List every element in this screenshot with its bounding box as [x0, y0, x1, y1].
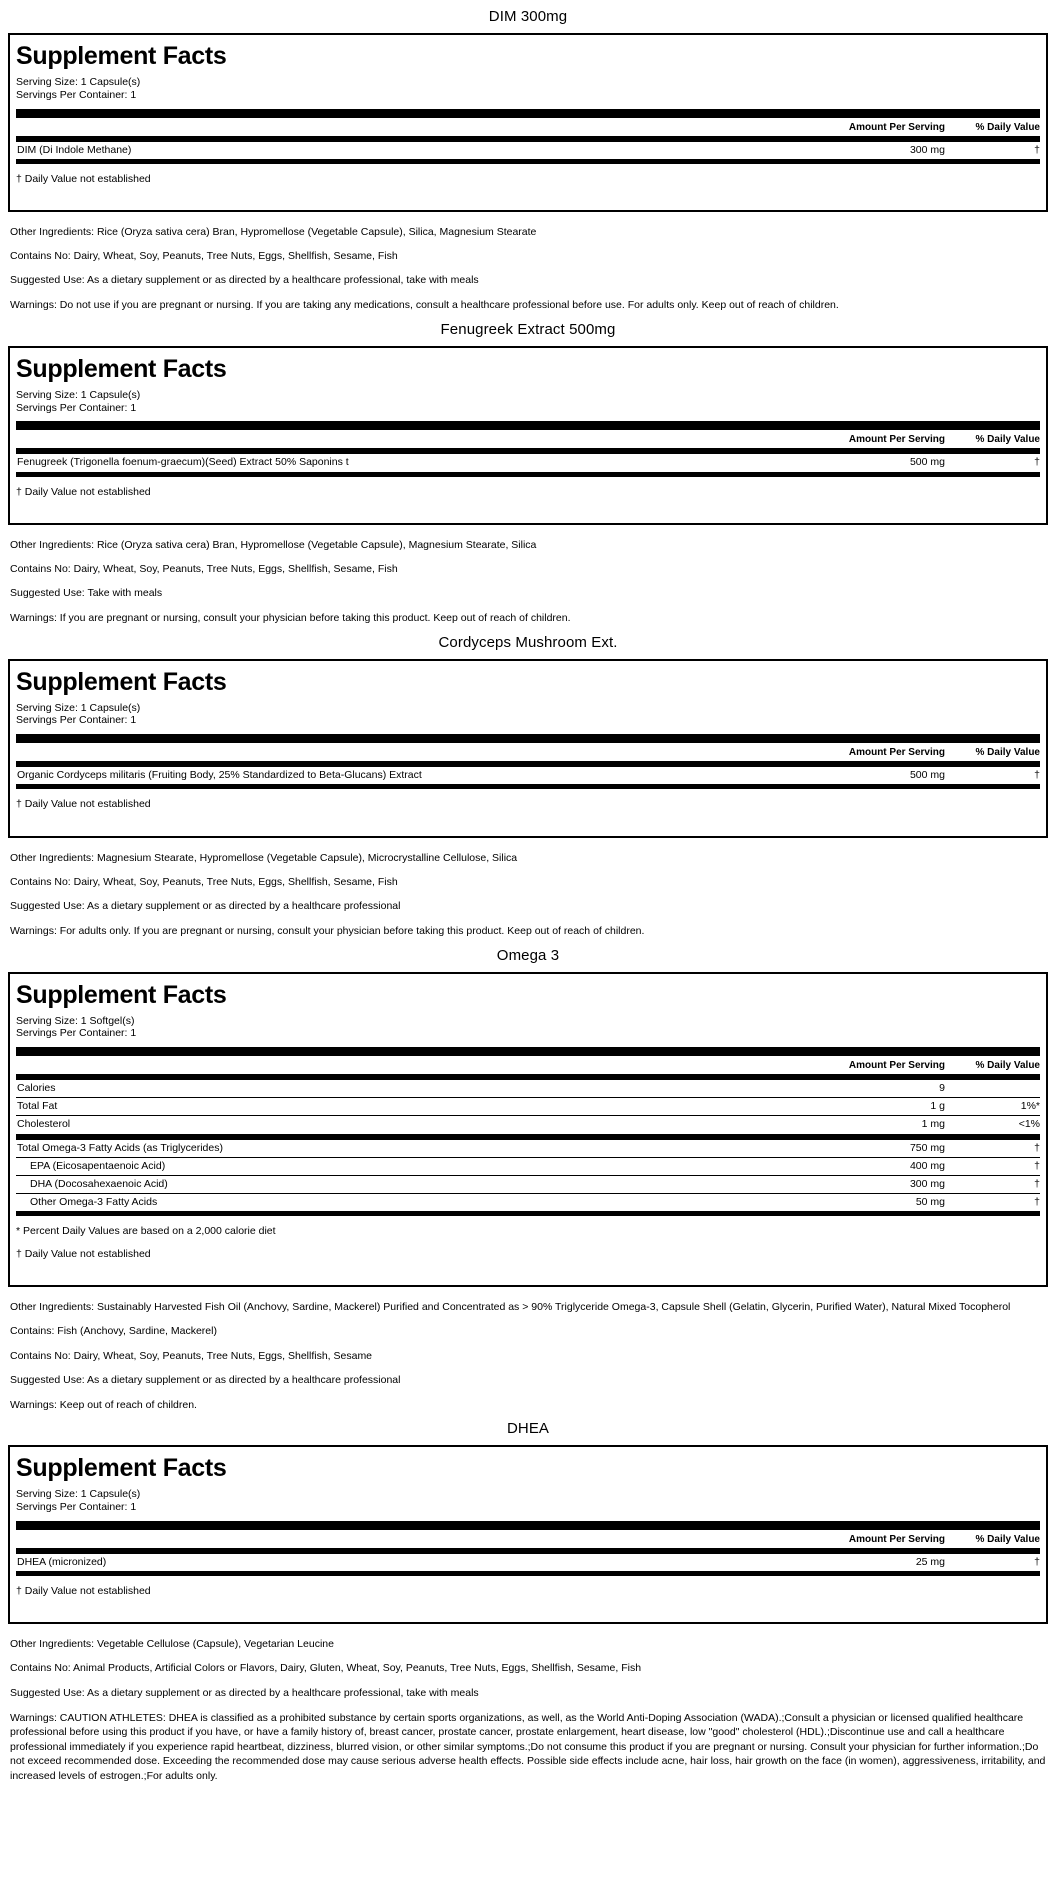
column-header-row — [16, 1530, 1040, 1548]
heavy-rule — [16, 421, 1040, 430]
warnings: Warnings: Keep out of reach of children. — [10, 1398, 197, 1411]
daily-value-header: % Daily Value — [975, 121, 1040, 133]
warnings: Warnings: Do not use if you are pregnant or nursing. If you are taking any medications, consult a healthcare professional before use. For adults only. Keep out of reach of children. — [10, 299, 839, 312]
amount-per-serving-header: Amount Per Serving — [848, 1060, 945, 1072]
product-title: DHEA — [506, 1420, 550, 1438]
daily-value-header: % Daily Value — [975, 434, 1040, 446]
footnote: † Daily Value not established — [16, 1585, 151, 1598]
panel-heading: Supplement Facts — [16, 42, 227, 70]
nutrient-row — [16, 1098, 1040, 1116]
nutrient-daily-value: <1% — [1018, 1118, 1040, 1131]
suggested-use: Suggested Use: As a dietary supplement or as directed by a healthcare professional, take with meals — [10, 274, 479, 287]
nutrient-daily-value: † — [1034, 1177, 1040, 1190]
nutrient-name: DHA (Docosahexaenoic Acid) — [30, 1177, 168, 1190]
panel-heading: Supplement Facts — [16, 980, 227, 1009]
nutrient-row — [16, 1158, 1040, 1176]
servings-per-container: Servings Per Container: 1 — [16, 1501, 137, 1514]
nutrient-amount: 400 mg — [909, 1159, 945, 1172]
contains-no: Contains No: Dairy, Wheat, Soy, Peanuts, Tree Nuts, Eggs, Shellfish, Sesame, Fish — [10, 250, 398, 263]
heavy-rule — [16, 1521, 1040, 1530]
contains-no: Contains No: Dairy, Wheat, Soy, Peanuts, Tree Nuts, Eggs, Shellfish, Sesame — [10, 1349, 373, 1362]
warnings: Warnings: If you are pregnant or nursing, consult your physician before taking this product. Keep out of reach of children. — [10, 612, 571, 625]
nutrient-name: Total Fat — [17, 1100, 58, 1113]
daily-value-header: % Daily Value — [975, 1534, 1040, 1546]
supplement-facts-panel — [8, 33, 1048, 212]
nutrient-amount: 300 mg — [909, 143, 945, 156]
nutrient-amount: 9 — [939, 1082, 945, 1095]
serving-size: Serving Size: 1 Capsule(s) — [16, 1488, 141, 1501]
nutrient-amount: 500 mg — [909, 456, 945, 469]
nutrient-row — [16, 767, 1040, 784]
supplement-facts-panel — [8, 1445, 1048, 1624]
column-header-row — [16, 430, 1040, 448]
footnote: † Daily Value not established — [16, 1248, 151, 1261]
serving-size: Serving Size: 1 Capsule(s) — [16, 388, 141, 401]
panel-bottom-space — [16, 1261, 1040, 1277]
heavy-rule — [16, 109, 1040, 118]
panel-heading: Supplement Facts — [16, 667, 227, 696]
nutrient-amount: 50 mg — [915, 1195, 945, 1208]
suggested-use: Suggested Use: Take with meals — [10, 587, 163, 600]
footnote: * Percent Daily Values are based on a 2,000 calorie diet — [16, 1225, 276, 1237]
supplement-facts-panel — [8, 659, 1048, 838]
nutrient-name: Other Omega-3 Fatty Acids — [30, 1195, 158, 1208]
suggested-use: Suggested Use: As a dietary supplement or as directed by a healthcare professional, take with meals — [10, 1686, 479, 1699]
suggested-use: Suggested Use: As a dietary supplement or as directed by a healthcare professional — [10, 899, 401, 912]
nutrient-amount: 25 mg — [915, 1556, 945, 1569]
daily-value-header: % Daily Value — [975, 747, 1040, 759]
other-ingredients: Other Ingredients: Sustainably Harvested Fish Oil (Anchovy, Sardine, Mackerel) Purified and Concentrated as > 90% Triglyceride Omega-3, Capsule Shell (Gelatin, Glycerin, Purified Water), Natural Mixed Tocopherol — [10, 1301, 1011, 1314]
nutrient-row — [16, 454, 1040, 471]
nutrient-daily-value: † — [1034, 769, 1040, 782]
amount-per-serving-header: Amount Per Serving — [848, 747, 945, 759]
nutrient-amount: 1 g — [930, 1100, 945, 1113]
nutrient-row — [16, 1140, 1040, 1158]
nutrient-daily-value: † — [1034, 1159, 1040, 1172]
other-ingredients: Other Ingredients: Rice (Oryza sativa cera) Bran, Hypromellose (Vegetable Capsule), Silica, Magnesium Stearate — [10, 225, 537, 238]
other-ingredients: Other Ingredients: Rice (Oryza sativa cera) Bran, Hypromellose (Vegetable Capsule), Magnesium Stearate, Silica — [10, 538, 537, 551]
panel-bottom-space — [16, 1598, 1040, 1614]
servings-per-container: Servings Per Container: 1 — [16, 714, 137, 727]
other-ingredients: Other Ingredients: Vegetable Cellulose (Capsule), Vegetarian Leucine — [10, 1638, 334, 1651]
nutrient-amount: 750 mg — [909, 1141, 945, 1154]
servings-per-container: Servings Per Container: 1 — [16, 401, 137, 414]
nutrient-daily-value: † — [1034, 1556, 1040, 1569]
footnote: † Daily Value not established — [16, 172, 151, 185]
serving-size: Serving Size: 1 Capsule(s) — [16, 76, 141, 88]
daily-value-header: % Daily Value — [975, 1060, 1040, 1072]
nutrient-name: EPA (Eicosapentaenoic Acid) — [30, 1159, 166, 1172]
panel-heading: Supplement Facts — [16, 354, 227, 383]
nutrient-row — [16, 142, 1040, 159]
servings-per-container: Servings Per Container: 1 — [16, 88, 137, 101]
nutrient-row — [16, 1080, 1040, 1098]
nutrient-daily-value: † — [1034, 1195, 1040, 1208]
nutrient-amount: 300 mg — [909, 1177, 945, 1190]
nutrient-name: DHEA (micronized) — [17, 1556, 107, 1569]
serving-size: Serving Size: 1 Softgel(s) — [16, 1014, 135, 1027]
footnote: † Daily Value not established — [16, 485, 151, 498]
suggested-use: Suggested Use: As a dietary supplement or as directed by a healthcare professional — [10, 1373, 401, 1386]
nutrient-daily-value: † — [1034, 143, 1040, 156]
product-title: DIM 300mg — [488, 8, 568, 25]
panel-bottom-space — [16, 812, 1040, 828]
servings-per-container: Servings Per Container: 1 — [16, 1027, 137, 1040]
nutrient-name: Total Omega-3 Fatty Acids (as Triglycerides) — [17, 1141, 223, 1154]
contains-allergens: Contains: Fish (Anchovy, Sardine, Mackerel) — [10, 1325, 217, 1338]
column-header-row — [16, 1056, 1040, 1074]
column-header-row — [16, 118, 1040, 136]
amount-per-serving-header: Amount Per Serving — [848, 1534, 945, 1546]
nutrient-name: Calories — [17, 1082, 56, 1095]
heavy-rule — [16, 734, 1040, 743]
contains-no: Contains No: Dairy, Wheat, Soy, Peanuts, Tree Nuts, Eggs, Shellfish, Sesame, Fish — [10, 875, 398, 888]
column-header-row — [16, 743, 1040, 761]
warnings: Warnings: CAUTION ATHLETES: DHEA is classified as a prohibited substance by certain sports organizations, as well, as the World Anti-Doping Association (WADA).;Consult a physician or licensed qualified healthcare professional before using this product if you have, or have a family history of, breast cancer, prostate cancer, prostate enlargement, heart disease, low "good" cholesterol (HDL).;Discontinue use and call a healthcare professional immediately if you experience rapid heartbeat, dizziness, blurred vision, or other similar symptoms.;Do not consume this product if you are pregnant or nursing. Consult your physician for further information.;Do not exceed recommended dose. Exceeding the recommended dose may cause serious adverse health effects. Possible side effects include acne, hair loss, hair growth on the face (in women), aggressiveness, irritability, and increased levels of estrogen.;For adults only. — [10, 1711, 1046, 1782]
nutrient-name: Fenugreek (Trigonella foenum-graecum)(Seed) Extract 50% Saponins t — [17, 456, 349, 469]
nutrient-row — [16, 1176, 1040, 1194]
serving-size: Serving Size: 1 Capsule(s) — [16, 701, 141, 714]
nutrient-name: Organic Cordyceps militaris (Fruiting Body, 25% Standardized to Beta-Glucans) Extract — [17, 769, 422, 782]
supplement-facts-panel — [8, 972, 1048, 1288]
panel-heading: Supplement Facts — [16, 1454, 227, 1483]
nutrient-amount: 500 mg — [909, 769, 945, 782]
contains-no: Contains No: Dairy, Wheat, Soy, Peanuts, Tree Nuts, Eggs, Shellfish, Sesame, Fish — [10, 562, 398, 575]
nutrient-daily-value: † — [1034, 456, 1040, 469]
nutrient-daily-value: 1%* — [1020, 1100, 1040, 1113]
nutrient-row — [16, 1554, 1040, 1571]
nutrient-daily-value: † — [1034, 1141, 1040, 1154]
amount-per-serving-header: Amount Per Serving — [848, 434, 945, 446]
nutrient-row — [16, 1194, 1040, 1211]
panel-bottom-space — [16, 186, 1040, 202]
other-ingredients: Other Ingredients: Magnesium Stearate, Hypromellose (Vegetable Capsule), Microcrystalline Cellulose, Silica — [10, 851, 518, 864]
nutrient-name: DIM (Di Indole Methane) — [17, 143, 132, 156]
footnote: † Daily Value not established — [16, 798, 151, 811]
supplement-facts-panel — [8, 346, 1048, 525]
amount-per-serving-header: Amount Per Serving — [848, 121, 945, 133]
contains-no: Contains No: Animal Products, Artificial Colors or Flavors, Dairy, Gluten, Wheat, Soy, Peanuts, Tree Nuts, Eggs, Shellfish, Sesame, Fish — [10, 1662, 642, 1675]
product-title: Fenugreek Extract 500mg — [440, 320, 616, 338]
product-title: Omega 3 — [496, 946, 560, 964]
product-title: Cordyceps Mushroom Ext. — [438, 633, 618, 651]
warnings: Warnings: For adults only. If you are pregnant or nursing, consult your physician before taking this product. Keep out of reach of children. — [10, 925, 645, 938]
panel-bottom-space — [16, 499, 1040, 515]
nutrient-name: Cholesterol — [17, 1118, 71, 1131]
heavy-rule — [16, 1047, 1040, 1056]
nutrient-row — [16, 1116, 1040, 1133]
nutrient-amount: 1 mg — [921, 1118, 945, 1131]
